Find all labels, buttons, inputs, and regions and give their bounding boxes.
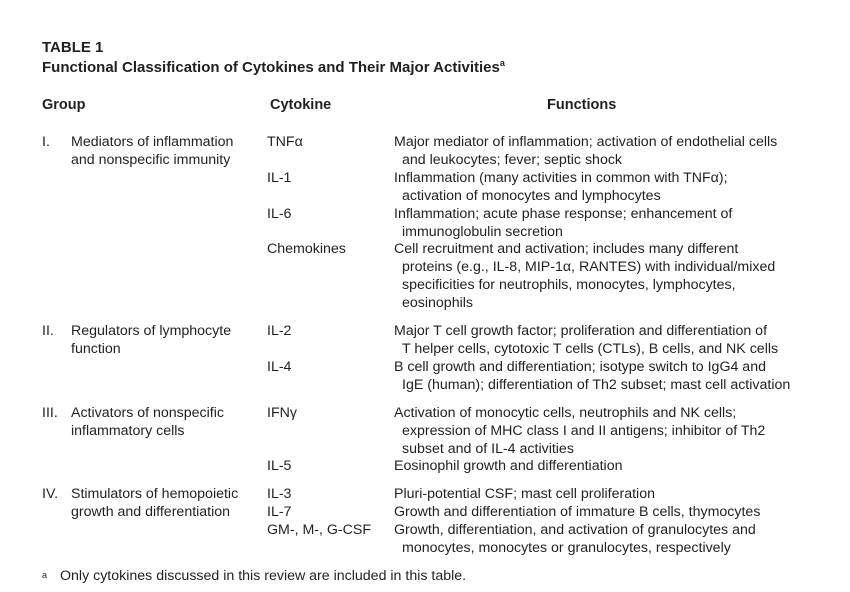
function-line: T helper cells, cytotoxic T cells (CTLs), B cells, and NK cells: [402, 341, 779, 357]
footnote-mark: a: [42, 570, 48, 580]
group-name-line: Mediators of inflammation: [71, 134, 234, 150]
function-line: Inflammation; acute phase response; enhancement of: [394, 206, 733, 222]
header-group: Group: [42, 97, 86, 113]
group-name-line: Regulators of lymphocyte: [71, 323, 232, 339]
group-name-line: function: [71, 341, 121, 357]
function-line: proteins (e.g., IL-8, MIP-1α, RANTES) with individual/mixed: [402, 259, 776, 275]
function-line: monocytes, monocytes or granulocytes, respectively: [402, 540, 731, 556]
cytokine-cell: Chemokines: [267, 241, 346, 257]
function-line: IgE (human); differentiation of Th2 subset; mast cell activation: [402, 377, 791, 393]
function-line: B cell growth and differentiation; isotype switch to IgG4 and: [394, 359, 766, 375]
cytokine-cell: IFNγ: [267, 405, 297, 421]
function-line: Growth, differentiation, and activation of granulocytes and: [394, 522, 756, 538]
cytokine-cell: IL-7: [267, 504, 292, 520]
function-line: specificities for neutrophils, monocytes, lymphocytes,: [402, 277, 736, 293]
group-name-line: growth and differentiation: [71, 504, 231, 520]
cytokine-cell: IL-1: [267, 170, 292, 186]
function-line: eosinophils: [402, 295, 473, 311]
cytokine-cell: IL-3: [267, 486, 292, 502]
group-name-line: Activators of nonspecific: [71, 405, 224, 421]
function-line: Growth and differentiation of immature B cells, thymocytes: [394, 504, 761, 520]
group-name-line: and nonspecific immunity: [71, 152, 231, 168]
header-cytokine: Cytokine: [270, 97, 332, 113]
cytokine-cell: IL-2: [267, 323, 292, 339]
function-line: and leukocytes; fever; septic shock: [402, 152, 623, 168]
function-line: subset and of IL-4 activities: [402, 441, 574, 457]
title-footnote-mark: a: [499, 58, 505, 68]
footnote-text: Only cytokines discussed in this review are included in this table.: [60, 568, 467, 584]
function-line: Inflammation (many activities in common with TNFα);: [394, 170, 728, 186]
header-functions: Functions: [547, 97, 617, 113]
table-label: TABLE 1: [42, 39, 104, 56]
cytokine-cell: GM-, M-, G-CSF: [267, 522, 372, 538]
cytokine-cell: IL-6: [267, 206, 292, 222]
group-numeral: I.: [42, 134, 50, 150]
function-line: Major T cell growth factor; proliferation and differentiation of: [394, 323, 768, 339]
cytokine-cell: IL-4: [267, 359, 292, 375]
group-numeral: IV.: [42, 486, 59, 502]
function-line: expression of MHC class I and II antigens; inhibitor of Th2: [402, 423, 766, 439]
table-title-text: Functional Classification of Cytokines and Their Major Activities: [42, 59, 500, 76]
cytokine-cell: IL-5: [267, 458, 292, 474]
table-title: [42, 59, 505, 76]
function-line: immunoglobulin secretion: [402, 224, 563, 240]
function-line: activation of monocytes and lymphocytes: [402, 188, 661, 204]
group-numeral: III.: [42, 405, 58, 421]
function-line: Cell recruitment and activation; includes many different: [394, 241, 739, 257]
group-numeral: II.: [42, 323, 54, 339]
function-line: Activation of monocytic cells, neutrophils and NK cells;: [394, 405, 737, 421]
cytokine-cell: TNFα: [267, 134, 303, 150]
table-footnote: [42, 567, 466, 585]
function-line: Major mediator of inflammation; activation of endothelial cells: [394, 134, 778, 150]
group-name-line: inflammatory cells: [71, 423, 185, 439]
group-name-line: Stimulators of hemopoietic: [71, 486, 239, 502]
function-line: Pluri-potential CSF; mast cell proliferation: [394, 486, 655, 502]
function-line: Eosinophil growth and differentiation: [394, 458, 623, 474]
